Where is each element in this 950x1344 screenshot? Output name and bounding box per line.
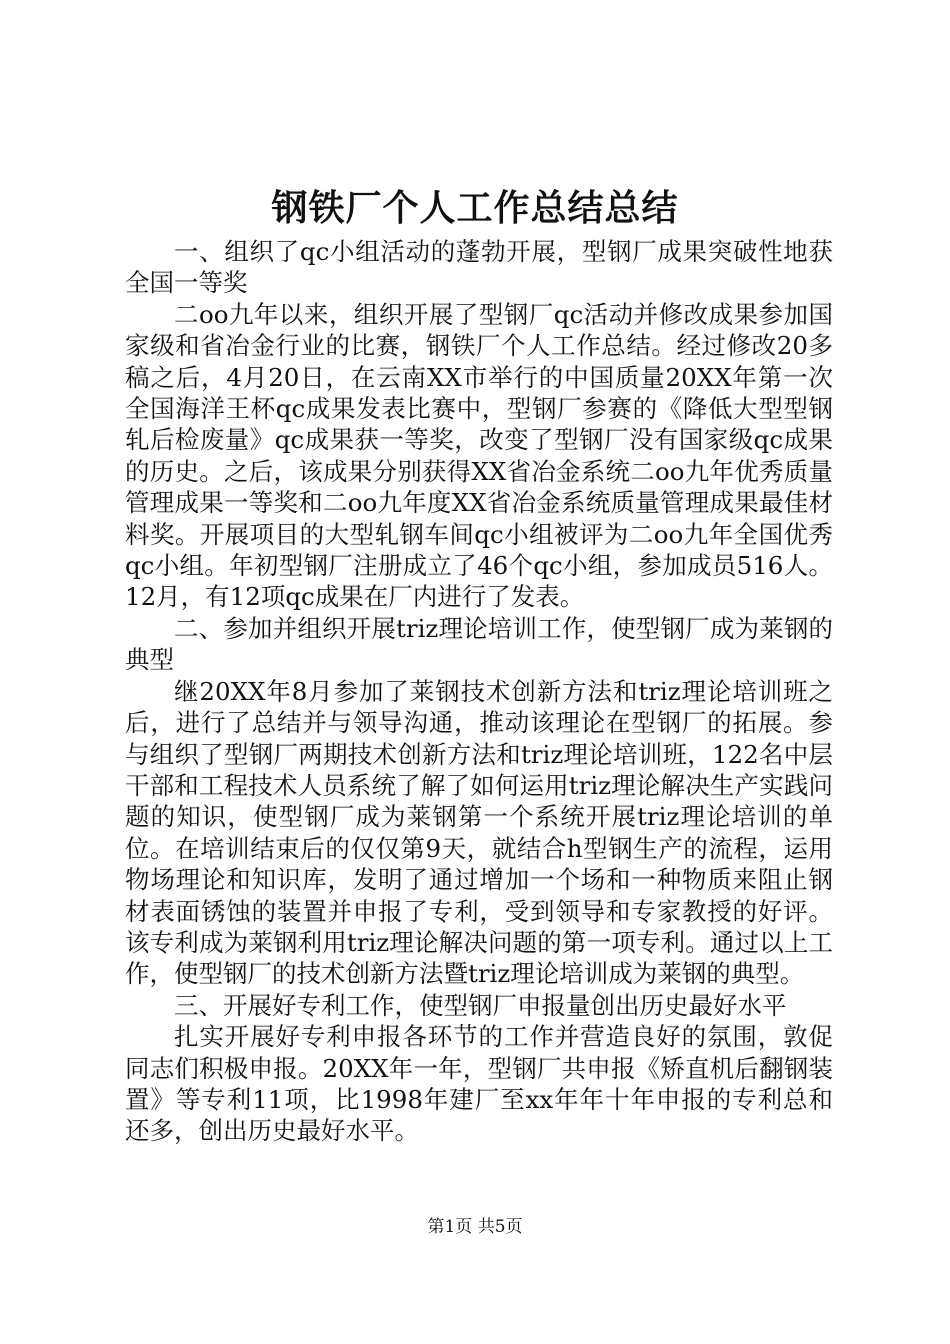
section-heading-1: 一、组织了qc小组活动的蓬勃开展，型钢厂成果突破性地获全国一等奖 bbox=[125, 237, 833, 298]
section-heading-3: 三、开展好专利工作，使型钢厂申报量创出历史最好水平 bbox=[174, 990, 787, 1020]
document-title: 钢铁厂个人工作总结总结 bbox=[271, 187, 679, 229]
page-number-footer: 第1页 共5页 bbox=[427, 1217, 523, 1237]
section-heading-2: 二、参加并组织开展triz理论培训工作，使型钢厂成为莱钢的典型 bbox=[125, 613, 833, 675]
document-body bbox=[125, 236, 833, 1147]
section-paragraph-2: 继20XX年8月参加了莱钢技术创新方法和triz理论培训班之后，进行了总结并与领导沟通，推动该理论在型钢厂的拓展。参与组织了型钢厂两期技术创新方法和triz理论培训班，122名中层干部和工程技术人员系统了解了如何运用triz理论解决生产实践问题的知识，使型钢厂成为莱钢第一个系统开展triz理论培训的单位。在培训结束后的仅仅第9天，就结合h型钢生产的流程，运用物场理论和知识库，发明了通过增加一个场和一种物质来阻止钢材表面锈蚀的装置并申报了专利，受到领导和专家教授的好评。该专利成为莱钢利用triz理论解决问题的第一项专利。通过以上工作，使型钢厂的技术创新方法暨triz理论培训成为莱钢的典型。 bbox=[125, 676, 833, 989]
section-paragraph-1: 二oo九年以来，组织开展了型钢厂qc活动并修改成果参加国家级和省冶金行业的比赛，钢铁厂个人工作总结。经过修改20多稿之后，4月20日，在云南XX市举行的中国质量20XX年第一次全国海洋王杯qc成果发表比赛中，型钢厂参赛的《降低大型型钢轧后检废量》qc成果获一等奖，改变了型钢厂没有国家级qc成果的历史。之后，该成果分别获得XX省冶金系统二oo九年优秀质量管理成果一等奖和二oo九年度XX省冶金系统质量管理成果最佳材料奖。开展项目的大型轧钢车间qc小组被评为二oo九年全国优秀qc小组。年初型钢厂注册成立了46个qc小组，参加成员516人。12月，有12项qc成果在厂内进行了发表。 bbox=[125, 299, 833, 612]
section-paragraph-3: 扎实开展好专利申报各环节的工作并营造良好的氛围，敦促同志们积极申报。20XX年一年，型钢厂共申报《矫直机后翻钢装置》等专利11项，比1998年建厂至xx年年十年申报的专利总和还多，创出历史最好水平。 bbox=[125, 1022, 833, 1146]
